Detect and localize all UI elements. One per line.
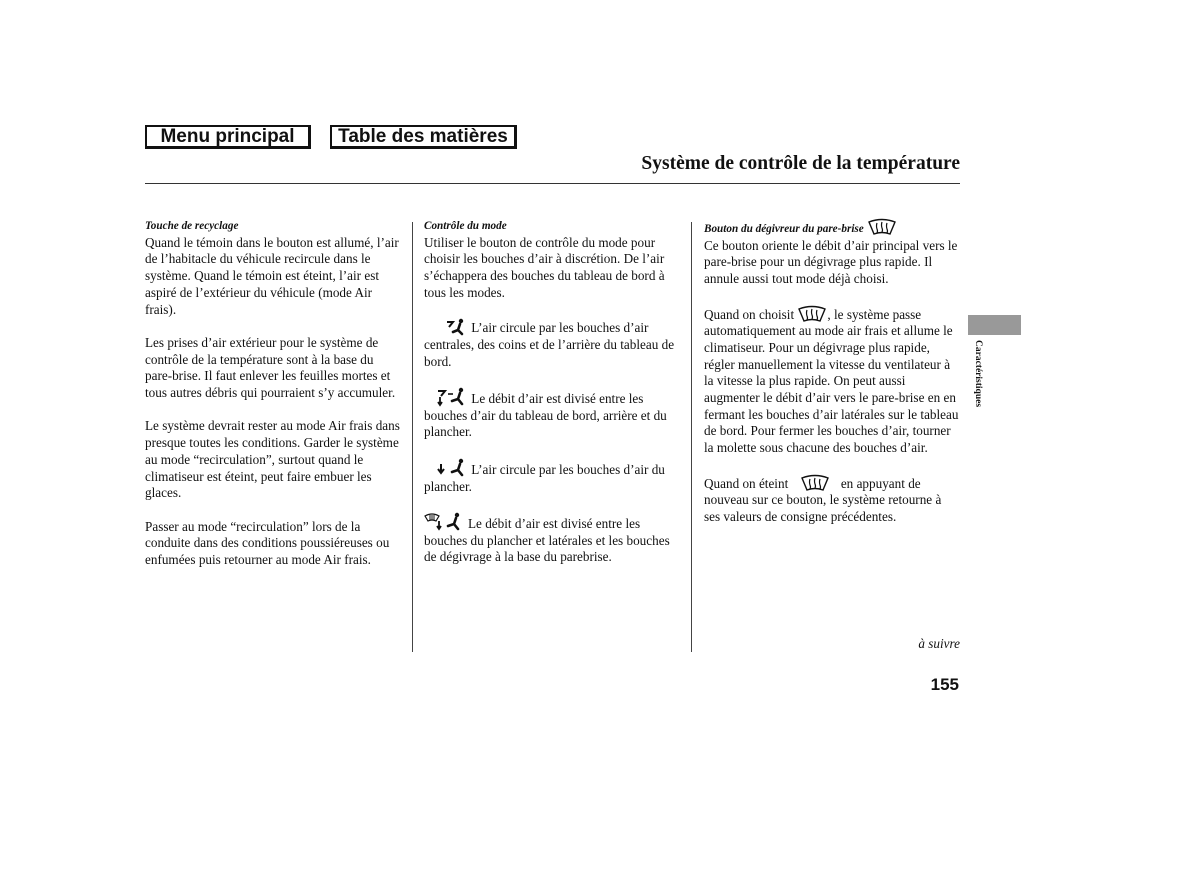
recycle-paragraph: Quand le témoin dans le bouton est allumé, l’air de l’habitacle du véhicule recircule dans le système. Quand le témoin est éteint, l’air est aspiré de l’extérieur du véhicule (mode Air frais). <box>145 234 399 317</box>
recycle-column <box>145 218 400 585</box>
column-divider <box>691 222 692 652</box>
vent-bilevel-icon <box>437 387 467 407</box>
defrost-paragraph: Quand on éteint en appuyant de nouveau sur ce bouton, le système retourne à ses valeurs de consigne précédentes. <box>704 475 942 524</box>
defrost-column <box>704 218 960 542</box>
mode-item: L’air circule par les bouches d’air centrales, des coins et de l’arrière du tableau de bord. <box>424 320 675 369</box>
defrost-paragraph: Ce bouton oriente le débit d’air principal vers le pare-brise pour un dégivrage plus rapide. Il annule aussi tout mode déjà choisi. <box>704 237 958 287</box>
section-tab-label: Caractéristiques <box>973 340 983 408</box>
recycle-paragraph: Le système devrait rester au mode Air frais dans presque toutes les conditions. Garder le système au mode “recirculation”, surtout quand le climatiseur est éteint, peut faire embuer les glaces. <box>145 418 400 501</box>
section-tab <box>968 315 1021 335</box>
mode-item: Le débit d’air est divisé entre les bouches du plancher et latérales et les bouches de dégivrage à la base du parebrise. <box>424 512 682 566</box>
header-divider <box>145 183 960 184</box>
defrost-paragraph: Quand on choisit , le système passe automatiquement au mode air frais et allume le climatiseur. Pour un dégivrage plus rapide, régler manuellement la vitesse du ventilateur à la vitesse la plus rapide. On peut aussi augmenter le débit d’air vers le pare-brise en en fermant les bouches d’air latérales sur le tableau de bord. Pour fermer les bouches d’air, tourner la molette sous chacune des bouches d’air. <box>704 306 959 456</box>
windshield-defrost-icon <box>867 218 897 236</box>
column-divider <box>412 222 413 652</box>
windshield-defrost-icon <box>796 474 834 492</box>
recycle-paragraph: Passer au mode “recirculation” lors de la conduite dans des conditions poussiéreuses ou enfumées puis retourner au mode Air frais. <box>145 518 390 568</box>
defrost-heading: Bouton du dégivreur du pare-brise <box>704 218 960 238</box>
windshield-defrost-icon <box>797 305 827 323</box>
mode-heading: Contrôle du mode <box>424 220 507 232</box>
section-title: Système de contrôle de la température <box>641 153 960 174</box>
page-number: 155 <box>930 675 959 694</box>
mode-item: Le débit d’air est divisé entre les bouches d’air du tableau de bord, arrière et du plancher. <box>424 387 682 441</box>
vent-floor-icon <box>437 458 467 478</box>
vent-face-icon <box>443 318 467 336</box>
mode-intro: Utiliser le bouton de contrôle du mode pour choisir les bouches d’air à discrétion. De l’air s’échappera des bouches du tableau de bord à tous les modes. <box>424 234 665 300</box>
mode-item: L’air circule par les bouches d’air du plancher. <box>424 458 682 495</box>
recycle-heading: Touche de recyclage <box>145 220 239 232</box>
table-des-matieres-button[interactable]: Table des matières <box>330 125 517 149</box>
mode-column <box>424 218 682 583</box>
menu-principal-button[interactable]: Menu principal <box>145 125 311 149</box>
vent-floor-defrost-icon <box>424 512 464 532</box>
continued-note: à suivre <box>918 636 960 651</box>
recycle-paragraph: Les prises d’air extérieur pour le système de contrôle de la température sont à la base du pare-brise. Il faut enlever les feuilles mortes et tous autres débris qui pourraient s’y accumuler. <box>145 334 396 401</box>
